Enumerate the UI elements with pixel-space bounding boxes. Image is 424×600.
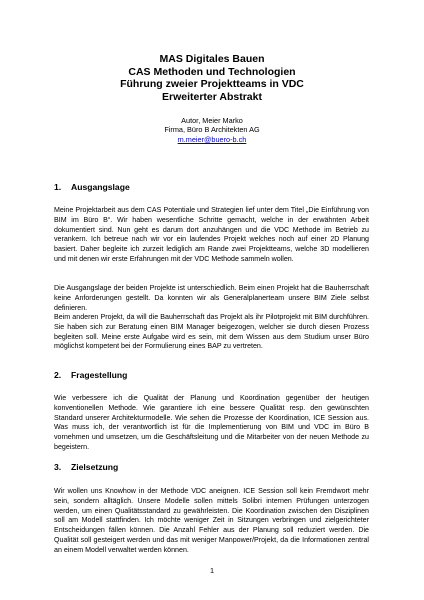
page-number: 1 [209,566,215,575]
author-block [0,116,424,144]
paragraph: Wie verbessere ich die Qualität der Planung und Koordination gegenüber der heutigen konventionellen Methode. Wie garantiere ich eine bessere Qualität resp. den gewünschten Standard unserer Architekturmodelle. Wie sehen die Prozesse der Koordination, ICE Session aus. Was muss ich, der verantwortlich ist für die Implementierung von BIM und VDC im Büro B vornehmen und umsetzen, um die Geschäftsleitung und die Mitarbeiter von der neuen Methode zu begeistern. [54,394,369,451]
section-title: Zielsetzung [71,462,119,472]
author-name: Autor, Meier Marko [181,116,243,125]
paragraph: Die Ausgangslage der beiden Projekte ist unterschiedlich. Beim einen Projekt hat die Bauherrschaft keine Anforderungen gestellt. Da konnten wir als Generalplanerteam unsere BIM Ziele selbst definieren. [54,284,369,312]
section-heading-ausgangslage [54,182,130,192]
title-line: Führung zweier Projektteams in VDC [120,78,304,91]
section-number: 2. [54,370,62,380]
paragraph: Beim anderen Projekt, da will die Bauherrschaft das Projekt als ihr Pilotprojekt mit BIM durchführen. Sie haben sich zur Beratung einen BIM Manager beigezogen, welcher sie durch diesen Prozess begleiten soll. Meine erste Aufgabe wird es sein, mit dem Wissen aus dem Studium unser Büro möglichst kompetent bei der Formulierung eines BAP zu vertreten. [54,313,369,351]
section-heading-fragestellung [54,370,127,380]
author-email-link[interactable]: m.meier@buero-b.ch [177,134,247,144]
title-line: MAS Digitales Bauen [159,53,265,65]
title-line: CAS Methoden und Technologien [128,65,296,78]
document-title [0,53,424,103]
section-number: 3. [54,462,62,472]
title-line: Erweiterter Abstrakt [162,90,262,103]
section-number: 1. [54,182,62,192]
author-affiliation: Firma, Büro B Architekten AG [164,125,260,135]
paragraph: Meine Projektarbeit aus dem CAS Potentiale und Strategien lief unter dem Titel „Die Einführung von BIM im Büro B“. Wir haben wesentliche Schritte gemacht, welche in der erwähnten Arbeit dokumentiert sind. Nun geht es darum dort anzuhängen und die VDC Methode im Betrieb zu verankern. Ich betreue nach wir vor ein laufendes Projekt welches noch auf einer 2D Planung basiert. Daher begleite ich zurzeit lediglich am Rande zwei Projektteams, welche 3D modellieren und mit denen wir erste Erfahrungen mit der VDC Methode sammeln wollen. [54,206,369,263]
section-heading-zielsetzung [54,462,118,472]
section-title: Ausgangslage [71,182,130,192]
paragraph: Wir wollen uns Knowhow in der Methode VDC aneignen. ICE Session soll kein Fremdwort mehr sein, sondern alltäglich. Unsere Modelle sollen mittels Solibri internen Prüfungen unterzogen werden, um einen Qualitätsstandard zu gewährleisten. Die Koordination zwischen den Disziplinen soll am Modell stattfinden. Ich möchte weniger Zeit in Sitzungen verbringen und zielgerichteter Entscheidungen fällen können. Die Anzahl Fehler aus der Planung soll reduziert werden. Die Qualität soll gesteigert werden und das mit weniger Manpower/Projekt, da die Informationen zentral an einem Modell verwaltet werden können. [54,487,369,554]
section-title: Fragestellung [71,370,128,380]
